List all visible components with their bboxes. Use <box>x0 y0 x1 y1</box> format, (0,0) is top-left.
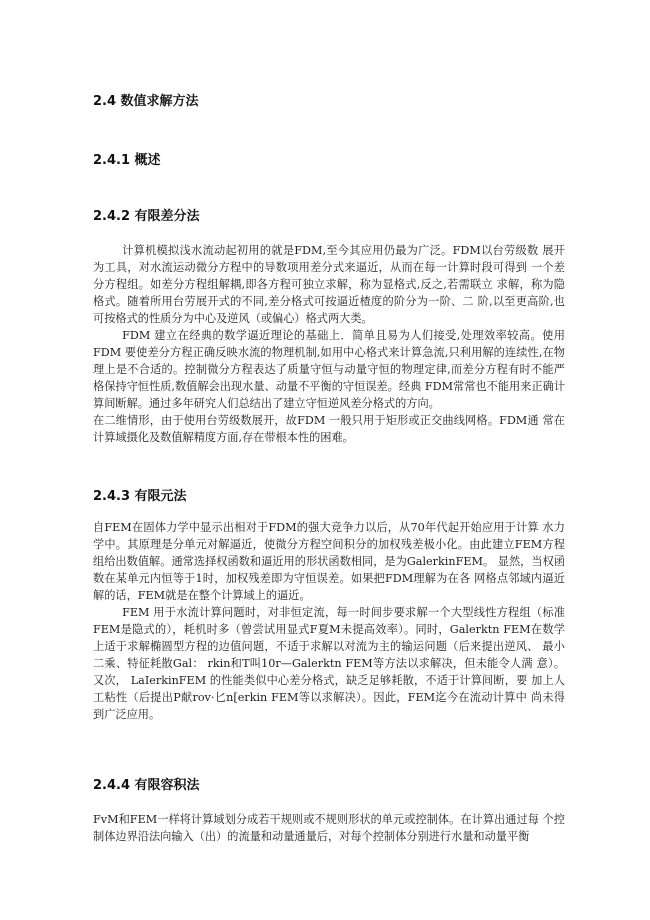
fdm-paragraph-3: 在二维情形，由于使用台劳级数展开，故FDM 一般只用于矩形或正交曲线网格。FDM通 常在计算域摄化及数值解精度方面,存在带根本性的困难。 <box>93 414 565 444</box>
section-2-4-2-title: 2.4.2 有限差分法 <box>93 209 200 224</box>
section-2-4-title: 2.4 数值求解方法 <box>93 94 199 109</box>
section-2-4-1-title: 2.4.1 概述 <box>93 153 161 168</box>
section-2-4-4-title: 2.4.4 有限容积法 <box>93 778 200 793</box>
fvm-paragraph-1: FvM和FEM一样将计算域划分成若干规则或不规则形状的单元或控制体。在计算出通过每 个控制体边界沿法向输入（出）的流量和动量通量后，对每个控制体分别进行水量和动量平衡 <box>93 813 565 843</box>
section-2-4-4-body <box>93 811 565 845</box>
fem-paragraph-2: FEM 用于水流计算问题时，对非恒定流，每一时间步要求解一个大型线性方程组（标准FEM是隐式的），耗机时多（曾尝试用显式F夏M未提高效率）。同时，Galerktn FEM在数学上适于求解椭圆型方程的边值问题，不适于求解以对流为主的输运问题（后来提出逆风、 最小二乘、特征耗散Gal： rkin和T叫10r—Galerktn FEM等方法以求解决，但未能令人满 意）。又次， LaIerkinFEM 的性能类似中心差分格式，缺乏足够耗散，不适于计算间断，要 加上人工粘性（后提出P献rov·匕n[erkin FEM等以求解决）。因此，FEM迄今在流动计算中 尚未得到广泛应用。 <box>93 606 565 721</box>
section-2-4-3-title: 2.4.3 有限元法 <box>93 489 187 504</box>
section-2-4-3-body <box>93 519 565 723</box>
fem-paragraph-1: 自FEM在固体力学中显示出相对于FDM的强大竞争力以后，从70年代起开始应用于计算 水力学中。其原理是分单元对解逼近，使微分方程空间积分的加权残差极小化。由此建立FEM方程组给出数值解。通常选择权函数和逼近用的形状函数相同，是为GalerkinFEM。 显然，当权函数在某单元内恒等于1时，加权残差即为守恒误差。如果把FDM理解为在各 网格点邻域内逼近解的话，FEM就是在整个计算域上的逼近。 <box>93 521 565 602</box>
fdm-paragraph-2: FDM 建立在经典的数学逼近理论的基础上．简单且易为人们接受,处理效率较高。使用 FDM 要使差分方程正确反映水流的物理机制,如用中心格式来计算急流,只利用解的连续性,在物理上是不合适的。控制微分方程表达了质量守恒与动量守恒的物理定律,而差分方程有时不能严格保持守恒性质,数值解会出现水量、动量不平衡的守恒误差。经典 FDM常常也不能用来正确计算间断解。通过多年研究人们总结出了建立守恒逆风差分格式的方向。 <box>93 329 565 410</box>
section-2-4-2-body <box>93 242 565 446</box>
fdm-paragraph-1: 计算机模拟浅水流动起初用的就是FDM,至今其应用仍最为广泛。FDM以台劳级数 展开为工具，对水流运动微分方程中的导数项用差分式来逼近，从而在每一计算时段可得到 一个差分方程组。如差分方程组解耦,即各方程可独立求解，称为显格式,反之,若需联立 求解，称为隐格式。随着所用台劳展开式的不同,差分格式可按逼近楂度的阶分为一阶、二 阶,以至更高阶,也可按格式的性质分为中心及逆风（或偏心）格式两大类。 <box>93 244 565 325</box>
